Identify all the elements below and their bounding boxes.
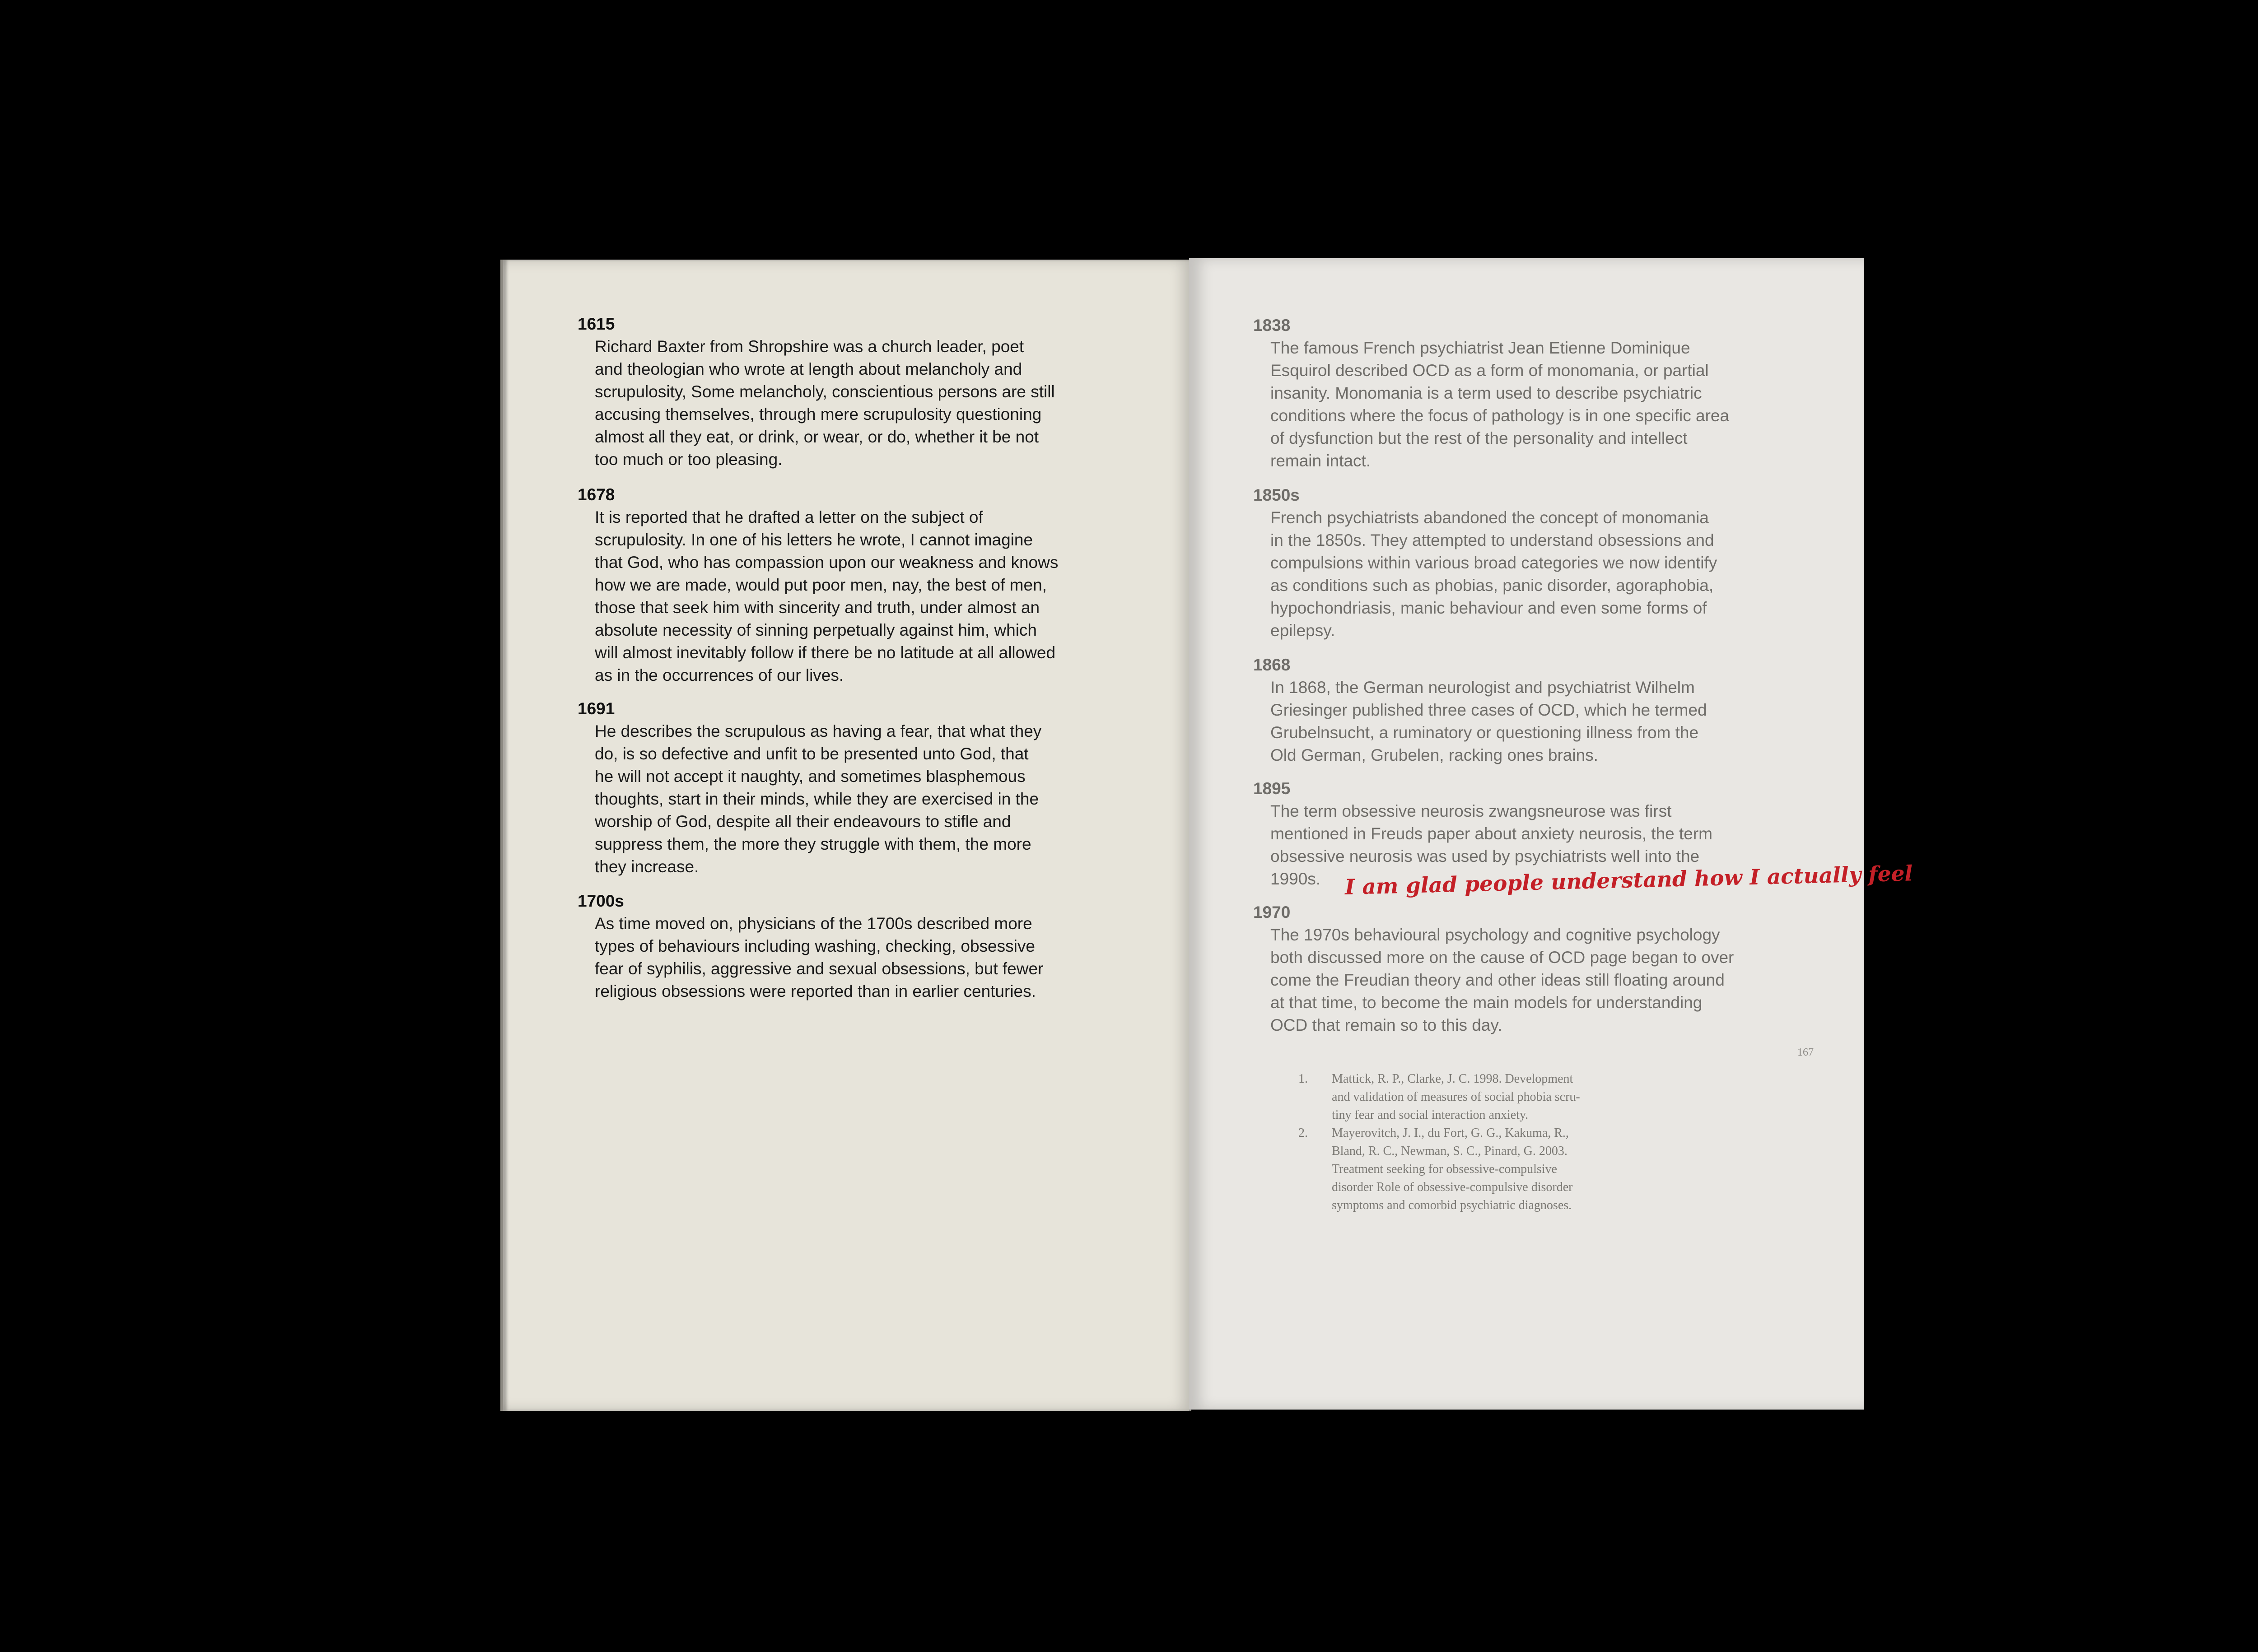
book-spread [500,260,1864,1411]
timeline-entry-1970 [1253,901,1734,1037]
footnote-number: 1. [1298,1072,1308,1086]
entry-year: 1970 [1253,903,1291,921]
entry-text: It is reported that he drafted a letter on the subject of scrupulosity. In one of his letters he wrote, I cannot imagine that God, who has compassion upon our weakness and knows how we are made, would put poor men, nay, the best of men, those that seek him with sincerity and truth, under almost an absolute necessity of sinning perpetually against him, which will almost inevitably follow if there be no latitude at all allowed as in the occurrences of our lives. [595,508,1059,684]
timeline-entry-1838 [1253,314,1729,472]
left-page [500,260,1191,1411]
timeline-entry-1868 [1253,654,1707,767]
footnote-text: Mayerovitch, J. I., du Fort, G. G., Kakuma, R., Bland, R. C., Newman, S. C., Pinard, G. 2003. Treatment seeking for obsessive-compulsive disorder Role of obsessive-compulsive disorder symptoms and comorbid psychiatric diagnoses. [1332,1126,1573,1212]
footnotes [1298,1070,1642,1215]
timeline-entry-1615 [578,313,1055,471]
entry-text: Richard Baxter from Shropshire was a church leader, poet and theologian who wrote at length about melancholy and scrupulosity, Some melancholy, conscientious persons are still accusing themselves, through mere scrupulosity questioning almost all they eat, or drink, or wear, or do, whether it be not too much or too pleasing. [595,337,1055,469]
timeline-entry-1691 [578,698,1041,878]
footnote-1 [1298,1070,1642,1124]
entry-year: 1700s [578,892,624,910]
timeline-entry-1850s [1253,484,1717,642]
entry-year: 1895 [1253,779,1291,798]
footnote-2 [1298,1124,1642,1215]
entry-year: 1678 [578,485,615,504]
entry-year: 1838 [1253,316,1291,335]
entry-text: In 1868, the German neurologist and psychiatrist Wilhelm Griesinger published three cases of OCD, which he termed Grubelnsucht, a ruminatory or questioning illness from the Old German, Grubelen, racking ones brains. [1270,678,1707,764]
entry-text: French psychiatrists abandoned the concept of monomania in the 1850s. They attempted to understand obsessions and compulsions within various broad categories we now identify as conditions such as phobias, panic disorder, agoraphobia, hypochondriasis, manic behaviour and even some forms of epilepsy. [1270,508,1717,640]
footnote-number: 2. [1298,1126,1308,1140]
entry-year: 1850s [1253,486,1300,504]
entry-year: 1691 [578,699,615,718]
entry-text: The term obsessive neurosis zwangsneurose was first mentioned in Freuds paper about anxiety neurosis, the term obsessive neurosis was used by psychiatrists well into the 1990s. [1270,802,1713,888]
timeline-entry-1700s [578,890,1043,1003]
page-number: 167 [1797,1047,1814,1058]
timeline-entry-1678 [578,484,1058,687]
entry-year: 1868 [1253,656,1291,674]
footnote-text: Mattick, R. P., Clarke, J. C. 1998. Development and validation of measures of social phobia scru- tiny fear and social interaction anxiety. [1332,1072,1580,1122]
entry-text: The famous French psychiatrist Jean Etienne Dominique Esquirol described OCD as a form of monomania, or partial insanity. Monomania is a term used to describe psychiatric conditions where the focus of pathology is in one specific area of dysfunction but the rest of the personality and intellect remain intact. [1270,339,1730,470]
entry-text: The 1970s behavioural psychology and cognitive psychology both discussed more on the cause of OCD page began to over come the Freudian theory and other ideas still floating around at that time, to become the main models for understanding OCD that remain so to this day. [1270,926,1734,1034]
entry-year: 1615 [578,315,615,333]
right-page [1189,258,1864,1410]
handwritten-red-annotation: I am glad people understand how I actually feel [1344,861,1913,900]
entry-text: As time moved on, physicians of the 1700s described more types of behaviours including washing, checking, obsessive fear of syphilis, aggressive and sexual obsessions, but fewer religious obsessions were reported than in earlier centuries. [595,914,1044,1001]
entry-text: He describes the scrupulous as having a fear, that what they do, is so defective and unfit to be presented unto God, that he will not accept it naughty, and sometimes blasphemous thoughts, start in their minds, while they are exercised in the worship of God, despite all their endeavours to stifle and suppress them, the more they struggle with them, the more they increase. [595,722,1042,876]
